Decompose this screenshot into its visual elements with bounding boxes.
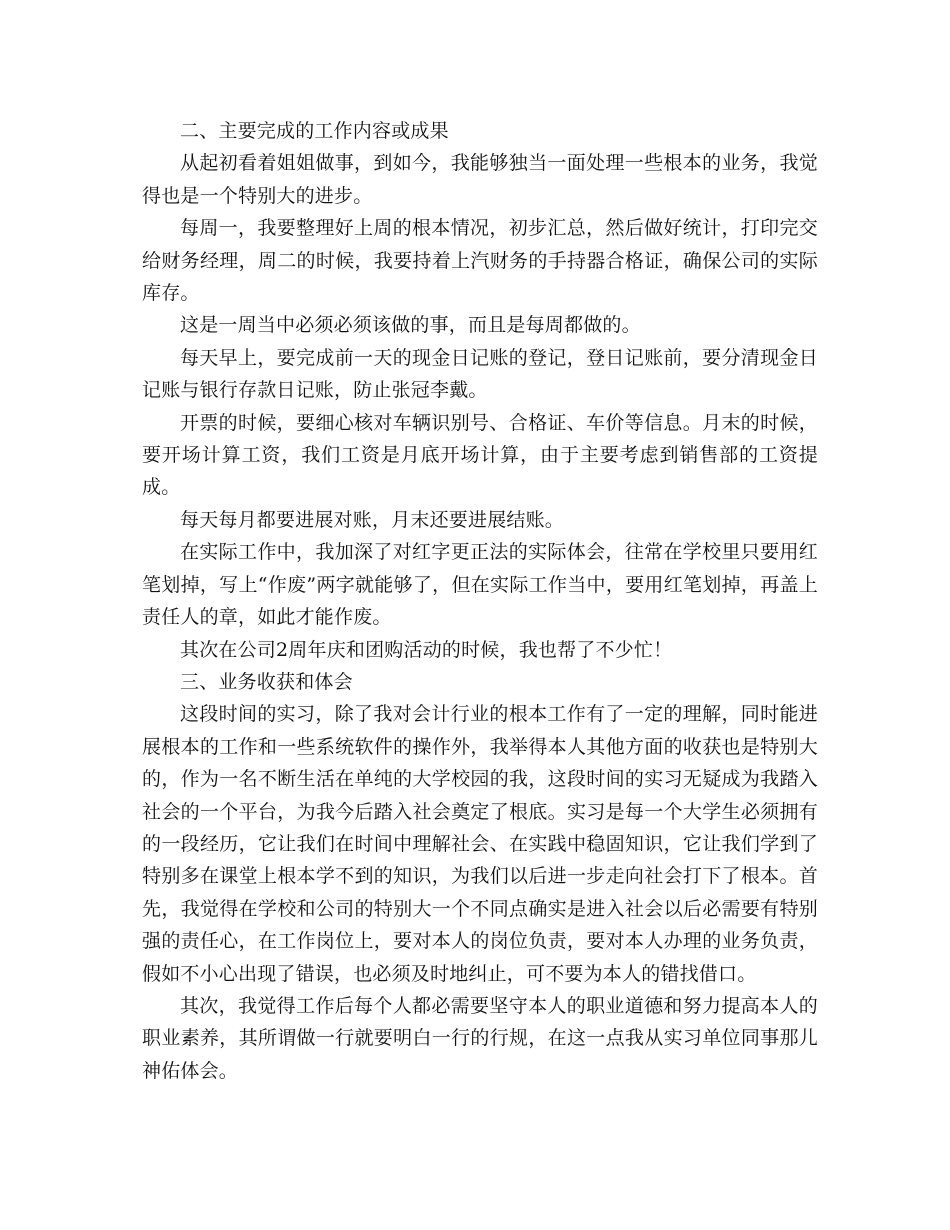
paragraph: 其次在公司2周年庆和团购活动的时候，我也帮了不少忙！ xyxy=(180,638,673,661)
section-heading-main-work: 二、主要完成的工作内容或成果 xyxy=(180,120,449,142)
paragraph: 从起初看着姐姐做事，到如今，我能够独当一面处理一些根本的业务，我觉得也是一个特别大的进步。 xyxy=(142,152,818,207)
paragraph: 每天早上，要完成前一天的现金日记账的登记，登日记账前，要分清现金日记账与银行存款日记账，防止张冠李戴。 xyxy=(142,346,818,402)
paragraph: 其次，我觉得工作后每个人都必需要坚守本人的职业道德和努力提高本人的职业素养，其所谓做一行就要明白一行的行规，在这一点我从实习单位同事那儿神佑体会。 xyxy=(142,994,818,1082)
paragraph: 在实际工作中，我加深了对红字更正法的实际体会，往常在学校里只要用红笔划掉，写上“作废”两字就能够了，但在实际工作当中，要用红笔划掉，再盖上责任人的章，如此才能作废。 xyxy=(142,541,818,629)
paragraph: 这是一周当中必须必须该做的事，而且是每周都做的。 xyxy=(180,314,641,337)
section-heading-gains: 三、业务收获和体会 xyxy=(180,670,353,693)
paragraph: 每周一，我要整理好上周的根本情况，初步汇总，然后做好统计，打印完交给财务经理，周二的时候，我要持着上汽财务的手持器合格证，确保公司的实际库存。 xyxy=(142,217,818,305)
document-body xyxy=(142,115,818,1087)
paragraph: 这段时间的实习，除了我对会计行业的根本工作有了一定的理解，同时能进展根本的工作和一些系统软件的操作外，我举得本人其他方面的收获也是特别大的，作为一名不断生活在单纯的大学校园的我，这段时间的实习无疑成为我踏入社会的一个平台，为我今后踏入社会奠定了根底。实习是每一个大学生必须拥有的一段经历，它让我们在时间中理解社会、在实践中稳固知识，它让我们学到了特别多在课堂上根本学不到的知识，为我们以后进一步走向社会打下了根本。首先，我觉得在学校和公司的特别大一个不同点确实是进入社会以后必需要有特别强的责任心，在工作岗位上，要对本人的岗位负责，要对本人办理的业务负责，假如不小心出现了错误，也必须及时地纠止，可不要为本人的错找借口。 xyxy=(142,703,818,985)
paragraph: 每天每月都要进展对账，月末还要进展结账。 xyxy=(180,508,565,531)
paragraph: 开票的时候，要细心核对车辆识别号、合格证、车价等信息。月末的时候，要开场计算工资，我们工资是月底开场计算，由于主要考虑到销售部的工资提成。 xyxy=(142,411,818,499)
